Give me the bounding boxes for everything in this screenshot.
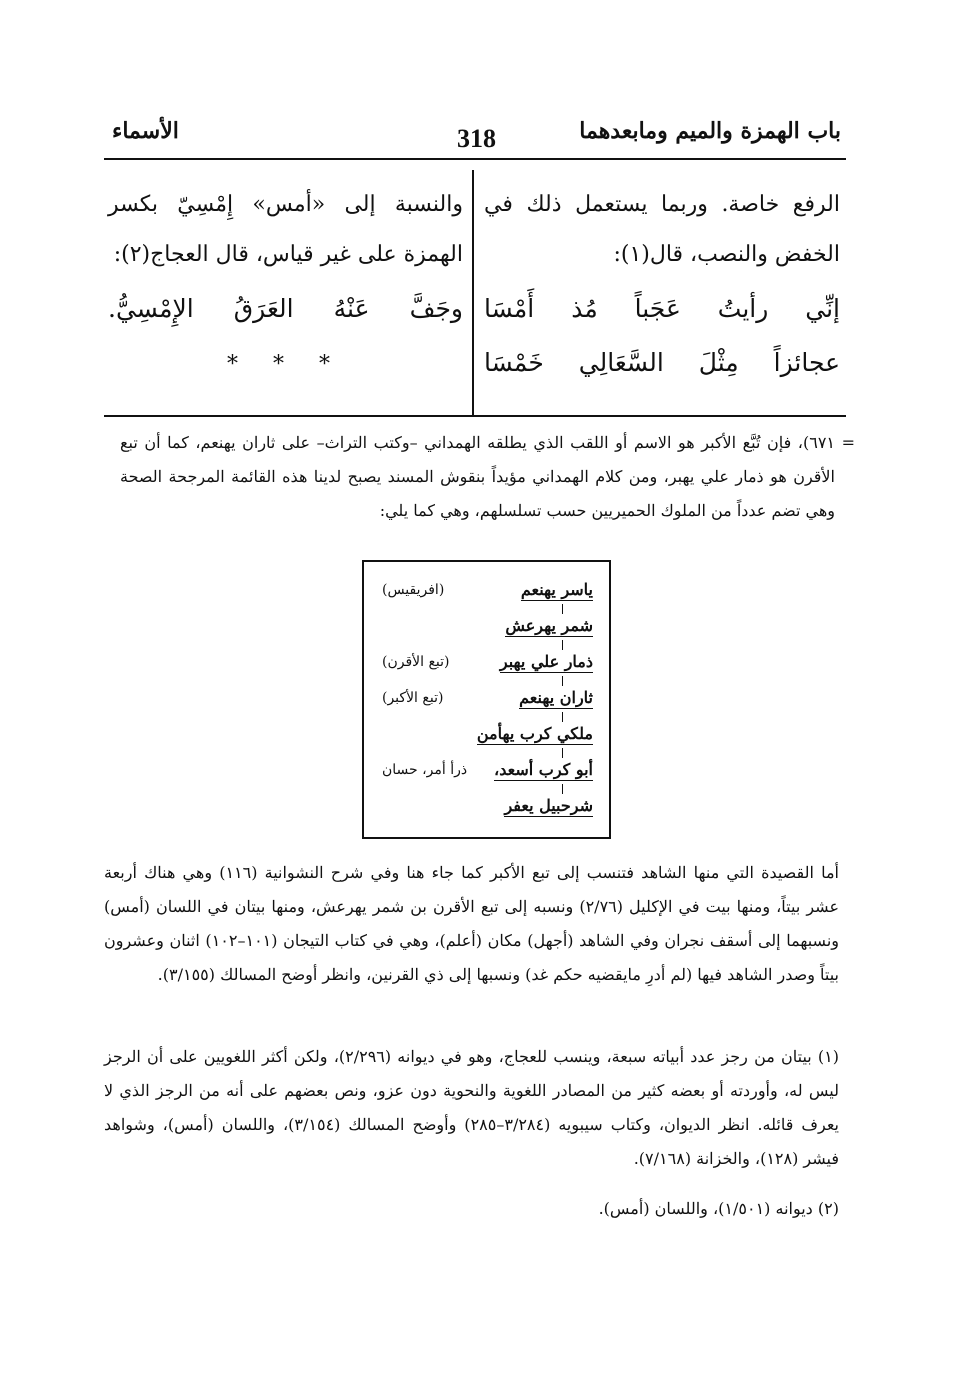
king-alias: (تبع الأكبر) — [382, 690, 444, 706]
page-number: 318 — [457, 124, 496, 153]
section-title: الأسماء — [112, 118, 179, 144]
section-stars: * * * — [227, 352, 344, 377]
right-column-text: الرفع خاصة. وربما يستعمل ذلك في الخفض والنصب، قال(١): — [484, 192, 840, 267]
king-name: ثاران يهنعم — [519, 688, 593, 707]
footnote-1-number: (١) — [817, 1047, 840, 1066]
left-column — [108, 180, 463, 390]
verse-line-ajjaj: وجَفَّ عَنْهُ العَرَقُ الإِمْسِيُّ. — [108, 294, 463, 323]
king-name: ياسر يهنعم — [520, 580, 593, 599]
king-row — [378, 756, 593, 790]
footnote-2-number: (٢) — [817, 1199, 839, 1218]
verse-line-1: إنِّي رأيتُ عَجَباً مُذ أَمْسَا — [484, 294, 840, 323]
king-row — [378, 648, 593, 682]
king-name: شمر يهرعش — [505, 616, 593, 635]
king-row — [378, 684, 593, 718]
king-name: ذمار علي يهبر — [499, 652, 593, 671]
column-separator — [472, 170, 474, 415]
header-rule — [104, 158, 846, 160]
king-alias: (تبع الأقرن) — [382, 654, 450, 670]
chapter-title: باب الهمزة والميم ومابعدهما — [579, 118, 841, 144]
left-column-text: والنسبة إلى «أمس» إِمْسِيّ بكسر الهمزة على غير قياس، قال العجاج(٢): — [108, 192, 463, 267]
body-paragraph: أما القصيدة التي منها الشاهد فتنسب إلى تبع الأكبر كما جاء هنا وفي شرح النشوانية (١١٦) وهي هناك أربعة عشر بيتاً، ومنها بيت في الإكليل (٢/٧٦) ونسبه إلى تبع الأقرن بن شمر يهرعش، ومنها بيتان في اللسان (أمس) ونسبهما إلى أسقف نجران وفي الشاهد (أجهل) مكان (أعلم)، وهي في كتاب التيجان (١٠١–١٠٢) اثنان وعشرون بيتاً وصدر الشاهد فيها (لم أدرِ مايقضيه حكم غد) ونسبها إلى ذي القرنين، وانظر أوضح المسالك (٣/١٥٥). — [104, 863, 840, 984]
footnote-2 — [104, 1192, 839, 1226]
king-name: ملكي كرب يهأمن — [476, 724, 593, 743]
king-row — [378, 576, 593, 610]
king-row — [378, 612, 593, 646]
footnote-rule — [104, 415, 846, 417]
kings-list-box — [362, 560, 611, 839]
king-alias: ذرأ أمر، حسان — [382, 762, 468, 778]
footnote-1 — [104, 1040, 839, 1176]
continuation-text: ٦٧١)، فإن تُبَّع الأكبر هو الاسم أو اللقب الذي يطلقه الهمداني –وكتب التراث– على ثاران يهنعم، كما أن تبع الأقرن هو ذمار علي يهبر، ومن كلام الهمداني مؤيداً بنقوش المسند يصبح لدينا هذه القائمة المرجحة الصحة وهي تضم عدداً من الملوك الحميريين حسب تسلسلهم، وهي كما يلي: — [120, 433, 835, 520]
continuation-mark: = — [841, 433, 855, 452]
right-column — [484, 180, 840, 388]
king-row — [378, 792, 593, 826]
footnote-continuation — [120, 426, 855, 528]
king-alias: (افريقيس) — [382, 582, 445, 598]
footnote-1-text: بيتان من رجز عدد أبياته سبعة، وينسب للعجاج، وهو في ديوانه (٢/٢٩٦)، ولكن أكثر اللغويين على أن الرجز ليس له، وأوردته أو بعضه كثير من المصادر اللغوية والنحوية دون عزو، ونص بعضهم على أنه من الرجز الذي لا يعرف قائله. انظر الديوان، وكتاب سيبويه (٣/٢٨٤–٢٨٥) وأوضح المسالك (٣/١٥٤)، واللسان (أمس)، وشواهد فيشر (١٢٨)، والخزانة (٧/١٦٨). — [104, 1047, 839, 1168]
king-name: أبو كرب أسعد، — [494, 760, 593, 779]
verse-line-2: عجائزاً مِثْلَ السَّعَالِي خَمْسَا — [484, 348, 840, 377]
footnote-2-text: ديوانه (١/٥٠١)، واللسان (أمس). — [598, 1199, 813, 1218]
king-name: شرحبيل يعفر — [504, 796, 593, 815]
king-row — [378, 720, 593, 754]
